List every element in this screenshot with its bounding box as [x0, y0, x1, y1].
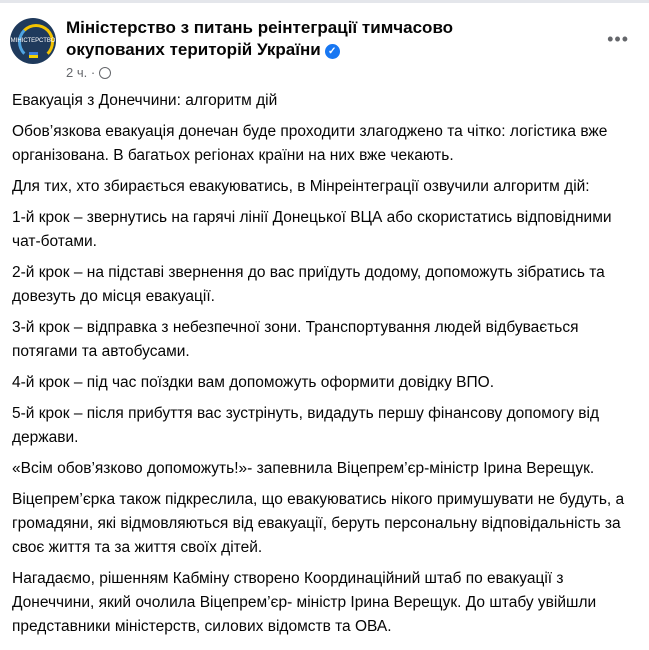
post-meta — [66, 65, 111, 80]
post-paragraph: 5-й крок – після прибуття вас зустрінуть, видадуть першу фінансову допомогу від держави. — [12, 405, 600, 446]
page-avatar[interactable] — [10, 18, 56, 64]
logo-text: МІНІСТЕРСТВО — [10, 38, 56, 44]
post-paragraph: Евакуація з Донеччини: алгоритм дій — [12, 92, 278, 109]
post-paragraph: 4-й крок – під час поїздки вам допоможуть оформити довідку ВПО. — [12, 374, 495, 391]
page-name[interactable] — [66, 17, 546, 61]
post-paragraph: Обов’язкова евакуація донечан буде проходити злагоджено та чітко: логістика вже організована. В багатьох регіонах країни на них вже чекають. — [12, 123, 608, 164]
post-header — [0, 3, 649, 89]
post-paragraph: Нагадаємо, рішенням Кабміну створено Координаційний штаб по евакуації з Донеччини, який очолила Віцепрем’єр- міністр Ірина Верещук. До штабу увійшли представники міністерств, силових відомств та ОВА. — [12, 570, 597, 635]
verified-badge-icon: ✓ — [325, 44, 340, 59]
page-name-text[interactable]: Міністерство з питань реінтеграції тимчасово окупованих територій України — [66, 18, 454, 59]
post-paragraph: 2-й крок – на підставі звернення до вас приїдуть додому, допоможуть зібратись та довезуть до місця евакуації. — [12, 264, 605, 305]
post-paragraph: 1-й крок – звернутись на гарячі лінії Донецької ВЦА або скористатись відповідними чат-ботами. — [12, 209, 612, 250]
post-time[interactable]: 2 ч. — [66, 65, 88, 80]
meta-separator: · — [90, 65, 96, 80]
post-paragraph: 3-й крок – відправка з небезпечної зони. Транспортування людей відбувається потягами та автобусами. — [12, 319, 579, 360]
post-body — [0, 89, 649, 639]
post-paragraph: Віцепрем’єрка також підкреслила, що евакуюватись нікого примушувати не будуть, а громадяни, які відмовляються від евакуації, беруть персональну відповідальність за своє життя та за життя своїх дітей. — [12, 491, 625, 556]
more-options-icon[interactable]: ••• — [607, 29, 629, 49]
globe-icon[interactable] — [99, 67, 111, 79]
post-paragraph: «Всім обов’язково допоможуть!»- запевнила Віцепрем’єр-міністр Ірина Верещук. — [12, 460, 595, 477]
post-paragraph: Для тих, хто збирається евакуюватись, в Мінреінтеграції озвучили алгоритм дій: — [12, 178, 590, 195]
flag-icon — [29, 52, 38, 58]
